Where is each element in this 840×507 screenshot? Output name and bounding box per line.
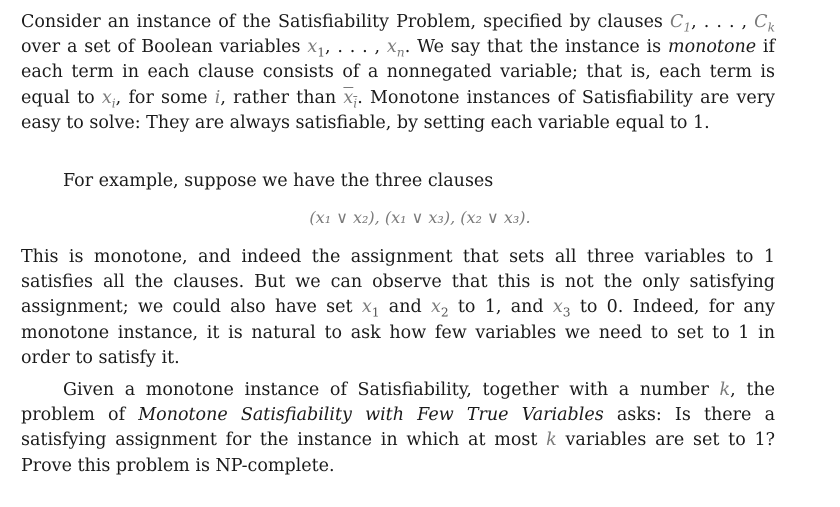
paragraph-example-discussion — [21, 245, 775, 371]
text-run: , . . . , — [325, 37, 387, 58]
term-monotone: monotone — [667, 37, 757, 58]
math-x1: $x_1$ — [307, 37, 325, 60]
math-c1: $C_1$ — [669, 12, 692, 35]
math-xi-negated: $x_i$ — [343, 87, 358, 111]
math-k: k — [719, 380, 731, 400]
text-run: Given a monotone instance of Satisfiability, together with a number — [63, 380, 720, 400]
text-run: . We say that the instance is — [404, 37, 668, 58]
math-ck: $C_k$ — [754, 12, 775, 35]
text-run: variables are set to 1? Prove this problem is NP-complete. — [21, 430, 776, 476]
math-i: i — [214, 87, 221, 108]
display-formula-clauses: (x₁ ∨ x₂), (x₁ ∨ x₃), (x₂ ∨ x₃). — [309, 208, 531, 227]
text-run: . Monotone instances of Satisfiability are very easy to solve: They are always satisfiable, by setting each variable equal to 1. — [21, 87, 775, 133]
text-run: over a set of Boolean variables — [21, 37, 308, 58]
paragraph-definition — [21, 10, 775, 136]
text-run: if each term in each clause consists of a nonnegated variable; that is, each term is equal to — [21, 37, 776, 108]
paragraph-example-intro — [21, 169, 775, 194]
math-xi: $x_i$ — [101, 87, 116, 111]
math-x1: $x_1$ — [361, 297, 380, 320]
math-x3: $x_3$ — [552, 297, 571, 320]
text-run: to 1, and — [448, 297, 553, 318]
math-xn: $x_n$ — [386, 37, 405, 60]
text-run: and — [379, 297, 431, 318]
text-run: Consider an instance of the Satisfiability Problem, specified by clauses — [21, 12, 670, 32]
problem-name: Monotone Satisfiability with Few True Variables — [138, 405, 604, 426]
text-run: to 0. Indeed, for any monotone instance, it is natural to ask how few variables we need to set to 1 in order to satisfy it. — [21, 297, 775, 368]
text-run: , the problem of — [21, 380, 775, 426]
text-run: asks: Is there a satisfying assignment for the instance in which at most — [21, 405, 775, 451]
text-run: , rather than — [220, 87, 344, 108]
text-run: , . . . , — [691, 12, 755, 32]
math-k: k — [546, 430, 557, 451]
text-run: , for some — [115, 87, 215, 108]
text-run: For example, suppose we have the three clauses — [63, 171, 494, 191]
paragraph-problem-statement — [21, 378, 775, 479]
text-run: This is monotone, and indeed the assignment that sets all three variables to 1 satisfies all the clauses. But we can observe that this is not the only satisfying assignment; we could also have set — [21, 247, 775, 318]
math-x2: $x_2$ — [430, 297, 449, 320]
